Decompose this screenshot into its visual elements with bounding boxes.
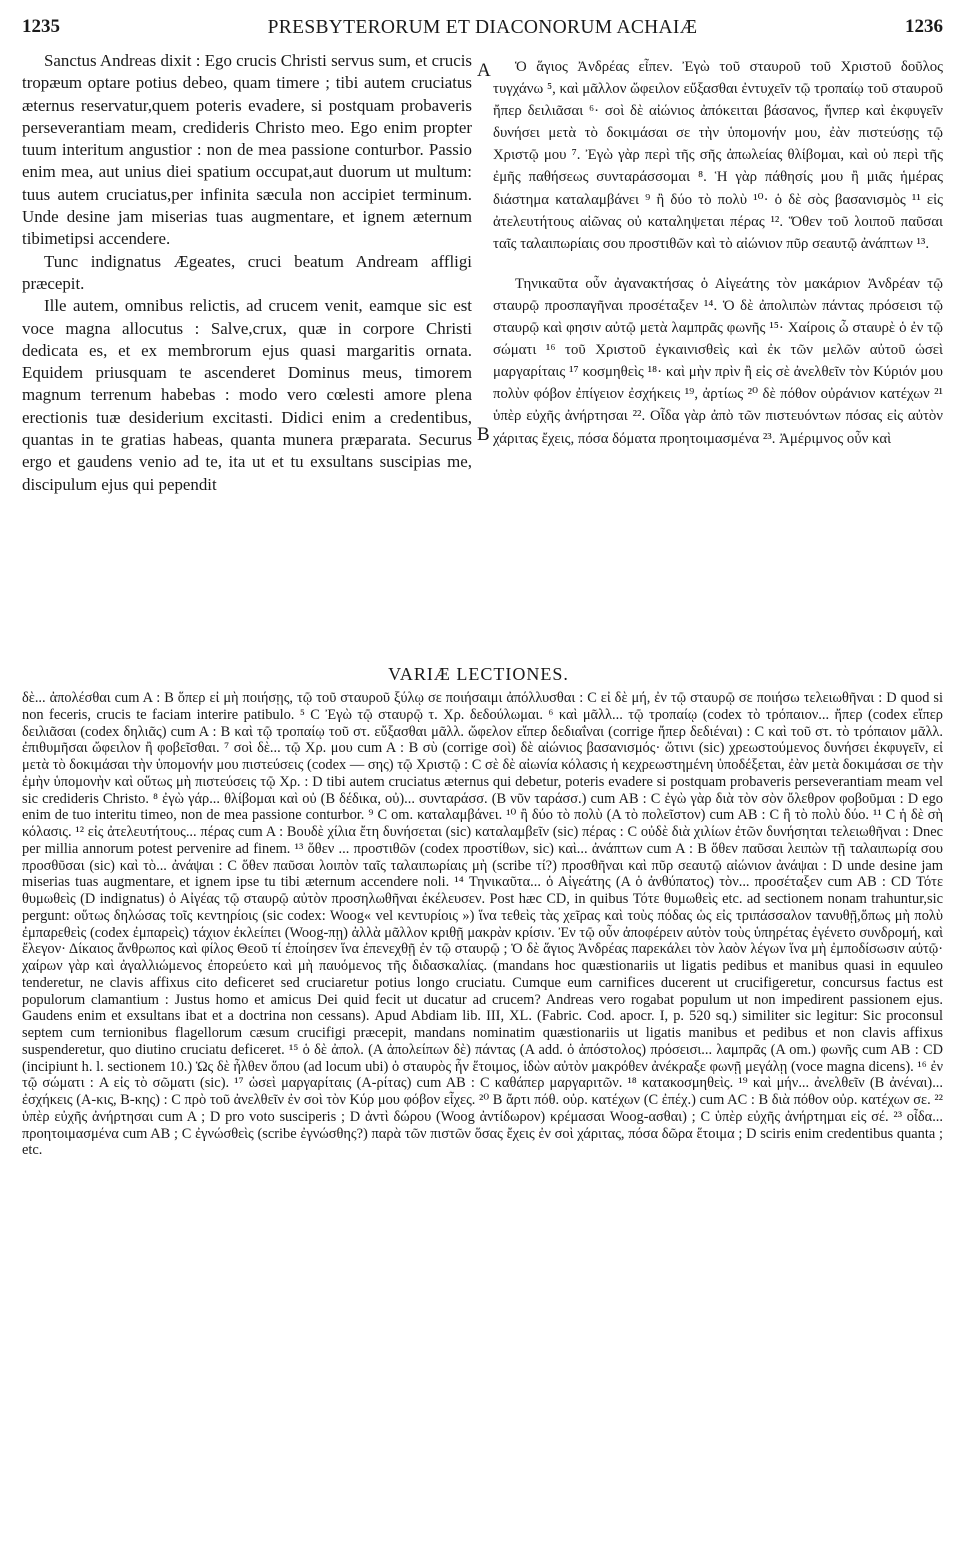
variae-lectiones-heading: VARIÆ LECTIONES. (388, 664, 569, 684)
greek-paragraph: Τηνικαῦτα οὖν ἀγανακτήσας ὁ Αἰγεάτης τὸν μακάριον Ἀνδρέαν τῷ σταυρῷ προσπαγῆναι προσέταξεν ¹⁴. Ὁ δὲ ἀπολιπὼν πάντας πρόσεισι τῷ σταυρῷ καὶ φησιν αὐτῷ μετὰ λαμπρᾶς φωνῆς ¹⁵· Χαίροις ὦ σταυρὲ ὁ ἐν τῷ σώματι ¹⁶ τοῦ Χριστοῦ ἐγκαινισθεὶς καὶ ἐκ τῶν μελῶν αὐτοῦ ὡσεὶ μαργαρίταις ¹⁷ κοσμηθεὶς ¹⁸· καὶ μὴν πρὶν ἢ εἰς σὲ ἀνελθεῖν τὸν Κύριόν μου πολὺν φόβον ἐπίγειον ἐσχήκεις ¹⁹, ἀρτίως ²⁰ δὲ πόθον οὐράνιον κατέχων ²¹ ὑπὲρ εὐχῆς ἀνήρτησαι ²². Οἶδα γὰρ ἀπὸ τῶν πιστευόντων πόσας εἰς αὐτὸν χάριτας ἔχεις, πόσα δόματα προητοιμασμένα ²³. Ἀμέριμνος οὖν καὶ (493, 275, 943, 447)
latin-column (22, 50, 472, 496)
latin-paragraph: Ille autem, omnibus relictis, ad crucem venit, eamque sic est voce magna allocutus : Salve,crux, quæ in corpore Christi dedicata es, et ex membrorum ejus quasi margaritis ornata. Equidem priusquam te ascenderet Dominus meus, timorem magnum terrenum habebas : modo vero cœlesti amore plena erectionis tuæ desiderium excitasti. Didici enim a credentibus, quantas in te gratias habeas, quanta munera præparata. Securus ergo et gaudens venio ad te, ita ut et tu exsultans suscipias me, discipulum ejus qui pependit (22, 296, 472, 494)
section-marker-a: A (477, 60, 491, 81)
greek-paragraph: Ὁ ἅγιος Ἀνδρέας εἶπεν. Ἐγὼ τοῦ σταυροῦ τοῦ Χριστοῦ δοῦλος τυγχάνω ⁵, καὶ μᾶλλον ὤφειλον εὔξασθαι ἐντυχεῖν τῷ τροπαίῳ τοῦ σταυροῦ ἤπερ δειλιᾶσαι ⁶· σοὶ δὲ αἰώνιος ἀπόκειται βάσανος, ἥνπερ καὶ ἐκφυγεῖν δυνήσει μετὰ τὸ δοκιμάσαι σε τὴν ὑπομονήν μου, ἐὰν πιστεύσῃς τῷ Χριστῷ μου ⁷. Ἐγὼ γὰρ περὶ τῆς σῆς ἀπωλείας θλίβομαι, καὶ οὐ περὶ τῆς ἐμῆς παθήσεως συνταράσσομαι ⁸. Ἡ γὰρ πάθησίς μου ἢ μιᾶς ἡμέρας διάστημα καταλαμβάνει ⁹ ἢ δύο τὸ πολὺ ¹⁰· ὁ δὲ σὸς βασανισμὸς ¹¹ εἰς ἀτελευτήτους αἰῶνας οὐ καταληψεται πέρας ¹². Ὅθεν τοῦ λοιποῦ παῦσαι ταῖς ταλαιπωρίαις σου προστιθῶν καὶ τὸ αἰώνιον πῦρ σεαυτῷ ἀνάπτων ¹³. (493, 59, 943, 252)
page-header (22, 14, 943, 44)
section-marker-b: B (477, 424, 490, 445)
latin-paragraph: Sanctus Andreas dixit : Ego crucis Christi servus sum, et crucis tropæum optare potius debeo, quam timere ; tibi autem cruciatus æternus reservatur,quem poteris evadere, si postquam probaveris perseverantiam meam, credideris Christo meo. Ego enim propter tuum interitum angustior : non de mea passione conturbor. Passio enim mea, aut unius diei spatium occupat,aut duorum ut multum: tuus autem cruciatus,per infinita sæcula non accipiet terminum. Unde desine jam miserias tuas augmentare, et ignem æternum tibimetipsi accendere. (22, 51, 472, 249)
text-columns (22, 50, 943, 655)
latin-paragraph: Tunc indignatus Ægeates, cruci beatum Andream affligi præcepit. (22, 251, 472, 293)
column-number-right: 1236 (905, 16, 943, 37)
greek-column (493, 56, 943, 450)
column-number-left: 1235 (22, 16, 60, 37)
running-title: PRESBYTERORUM ET DIACONORUM ACHAIÆ (267, 17, 698, 38)
variae-lectiones-notes: δὲ... ἀπολέσθαι cum A : B ὅπερ εἰ μὴ ποιήσῃς, τῷ τοῦ σταυροῦ ξύλῳ σε ποιήσαιμι ἀπόλλυσθαι : C εἰ δὲ μή, ἐν τῷ σταυρῷ σε ποιήσω τελειωθῆναι : D quod si non feceris, crucis te faciam interire patibulo. ⁵ C Ἐγὼ τῷ σταυρῷ τ. Χρ. δεδούλωμαι. ⁶ καὶ μᾶλλ... τῷ τροπαίῳ (codex τὸ τρόπαιον... ἤπερ (codex εἴπερ δειλιᾶσαι (codex δηλιᾶς) cum A : B καὶ τῷ τροπαίῳ τοῦ στ. εὔξασθαι μᾶλλ. ὤφελον εἴπερ δεδιαΐναι (corrige ἤπερ δεδιέναι) : C καὶ τοῦ στ. τὸ τρόπαιον μᾶλλ. ἐπιθυμῆσαι ὤφειλον ἢ φοβεῖσθαι. ⁷ σοὶ δὲ... τῷ Χρ. μου cum A : B σὺ (corrige σοὶ) δὲ αἰώνιος βασανισμός· ὥτινι (sic) χρεωστούμενος δυνήσει ἐκφυγεῖν, εἰ μετὰ τὸ δοκιμάσαι τὴν ὑπομονήν μου πιστεύσεις (codex — σης) τῷ Χριστῷ : C σὲ δὲ αἰωνία κόλασις ἡ κεχρεωστημένη ὑποδέξεται, ἐὰν μετὰ δοκιμάσαι σε τὴν ἐμὴν ὑπομονὴν καὶ οὕτως μὴ πιστεύσεις τῷ Χρ. : D tibi autem cruciatus æternus qui debetur, poteris evadere si postquam probaveris perseverantiam meam vel sic credideris Christo. ⁸ ἐγὼ γάρ... θλίβομαι καὶ οὐ (B δέδικα, οὐ)... συνταράσσ. (B νῦν ταράσσ.) cum AB : C ἐγὼ γὰρ διὰ τὸν σὸν ὄλεθρον φοβοῦμαι : D ego enim de tuo interitu timeo, non de mea passione conturbor. ⁹ C om. καταλαμβάνει. ¹⁰ ἢ δύο τὸ πολὺ (A τὸ πολεῖστον) cum AB : C ἢ τὸ πολὺ δύο. ¹¹ C ἡ δὲ σὴ κόλασις. ¹² εἰς ἀτελευτήτους... πέρας cum A : Bουδὲ χίλια ἔτη δυνήσεται (sic) καταλαμβεῖν (sic) πέρας : C οὐδὲ διὰ χιλίων ἐτῶν δυνήσηται τελειωθῆναι : Dnec per millia annorum potest pervenire ad finem. ¹³ ὅθεν ... προστιθῶν (codex προστίθων, sic) καὶ... ἀνάπτων cum A : B ὅθεν παῦσαι λειπὼν τῇ ταλαιπωρίᾳ σου προσθῦσαι (sic) καὶ τὸ... ἀνάψαι : C ὅθεν παῦσαι λοιπὸν ταῖς ταλαιπωρίαις μὴ (scribe τί?) προσθῆναι καὶ πῦρ σεαυτῷ αἰώνιον ἀνάψαι : D unde desine jam miserias tuas augmentare, et ignem ipse tu tibi æternum accendere noli. ¹⁴ Τηνικαῦτα... ὁ Αἰγεάτης (A ὁ ἀνθύπατος) τὸν... προσέταξεν cum AB : CD Τότε θυμωθεὶς (D indignatus) ὁ Αἰγέας τῷ σταυρῷ αὐτὸν προσηλωθῆναι ἐκέλευσεν. Post hæc CD, in quibus Τότε θυμωθεὶς etc. ad sectionem nonam trahuntur,sic pergunt: οὕτως δηλώσας τοῖς κεντηρίοις (sic codex: Woog« vel κεντυρίοις ») ἵνα τεθεὶς τὰς χεῖρας καὶ τοὺς πόδας ὡς εἰς τριπάσσαλον τανυθῇ,ὅπως μὴ πολὺ ἐμπαρεθεὶς (codex ἐμπαρεὶς) τάχιον ἐκλείπει (Woog-πῃ) ἀλλὰ μᾶλλον κριθῇ μακρὰν κρίσιν. Ἐν τῷ οὖν ἀποφέρειν αὐτὸν τοὺς ὑπηρέτας ἐγένετο συνδρομή, καὶ ἔλεγον· Δίκαιος ἄνθρωπος καὶ φίλος Θεοῦ τί ἐποίησεν ἵνα ἐπενεχθῇ ἐν τῷ σταυρῷ ; Ὁ δὲ ἅγιος Ἀνδρέας παρεκάλει τὸν λαὸν λέγων ἵνα μὴ ἐμποδίσωσιν αὐτῷ· χαίρων γὰρ καὶ ἀγαλλιώμενος ἐπορεύετο καὶ μὴ παυόμενος τῆς διδασκαλίας. (mandans hoc quæstionariis ut ligatis pedibus et manibus quasi in equuleo tenderetur, ne clavis affixus cito deficeret sed cruciaretur potius longo cruciatu. Cumque eum carnifices ducerent ut crucifigeretur, concursus factus est populorum clamantium : Justus homo et amicus Dei quid fecit ut ducatur ad crucem? Andreas vero rogabat populum ut non impedirent passionem ejus. Gaudens enim et exsultans ibat et a doctrina non cessans). Apud Abdiam lib. III, XL. (Fabric. Cod. apocr. I, p. 520 sq.) similiter sic legitur: Sic proconsul septem cum ternionibus flagellorum cæsum crucifigi præcepit, mandans nominatim quæstionariis ut ligatis manibus et pedibus et non clavis affixus suspenderetur, quo diutino cruciatu deficeret. ¹⁵ ὁ δὲ ἀπολ. (A ἀπολείπων δὲ) πάντας (A add. ὁ ἀπόστολος) πρόσεισι... λαμπρᾶς (A om.) φωνῆς cum AB : CD (incipiunt h. l. sectionem 10.) Ὡς δὲ ἦλθεν ὅπου (ad locum ubi) ὁ σταυρὸς ἦν ἕτοιμος, ἰδὼν αὐτὸν μακρόθεν ἀνέκραξε φωνῇ μεγάλῃ (voce magna dicens). ¹⁶ ἐν τῷ σώματι : A εἰς τὸ σῶματι (sic). ¹⁷ ὡσεὶ μαργαρίταις (A-ρίτας) cum AB : C καθάπερ μαργαριτῶν. ¹⁸ κατακοσμηθεὶς. ¹⁹ καὶ μήν... ἀνελθεῖν (B ἀνέναι)... ἐσχήκεις (A-κις, B-κης) : C πρὸ τοῦ ἀνελθεῖν ἐν σοὶ τὸν Κύρ μου φόβον εἶχες. ²⁰ B ἄρτι πόθ. οὐρ. κατέχων (C ἐπέχ.) cum AC : B διὰ πόθον οὐρ. κατέχων σε. ²² ὑπὲρ εὐχῆς ἀνήρτησαι cum A ; D pro voto susciperis ; D ἀντὶ δώρου (Woog ἀντίδωρον) κρέμασαι Woog-ασθαι) ; C ὑπὲρ εὐχῆς ἀνήρτημαι εἰς σέ. ²³ οἶδα... προητοιμασμένα cum AB ; C ἐγνώσθεὶς (scribe ἐγνώσθης?) παρὰ τῶν πιστῶν ὅσας ἔχεις ἐν σοὶ χάριτας, πόσα δῶρα ἕτοιμα ; D sciris enim credentibus quanta ; etc. (22, 690, 943, 1159)
